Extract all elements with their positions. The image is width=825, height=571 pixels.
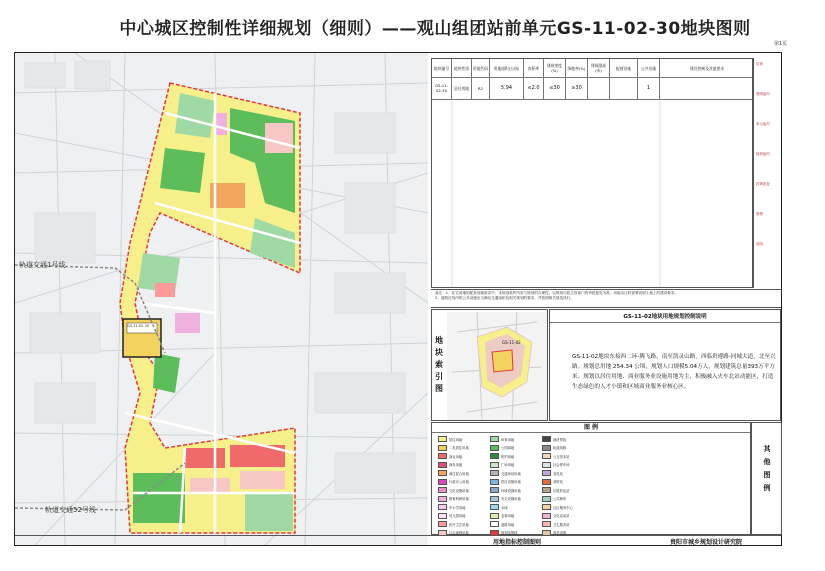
legend-item (490, 445, 544, 451)
legend-item (542, 487, 596, 493)
table-header-cell: 地块性质 (452, 59, 472, 77)
legend-swatch (438, 453, 447, 459)
legend-swatch (438, 521, 447, 527)
location-map-canvas (447, 312, 547, 420)
legend-item (542, 462, 596, 468)
table-header-cell: 地块编号 (432, 59, 452, 77)
legend-label: 轨道线路 (553, 446, 567, 450)
legend-label: 水域 (501, 505, 508, 510)
legend-swatch (490, 479, 499, 485)
legend-label: 公园绿地 (501, 446, 515, 450)
legend-item (490, 513, 544, 519)
legend-label: 地块界线 (553, 437, 567, 442)
legend-swatch (438, 487, 447, 493)
side-label: 控规批复 (756, 182, 770, 186)
other-legend-label: 其他图例 (763, 445, 771, 492)
legend-swatch (542, 479, 551, 485)
legend-label: 垃圾转运站 (553, 488, 570, 493)
table-cell: GS-11-02-30 (432, 77, 452, 99)
table-header-cell: 公共设施 (638, 59, 660, 77)
legend-swatch (438, 436, 447, 442)
legend-item (438, 470, 492, 476)
table-cell: 居住用地 (452, 77, 472, 99)
table-cell: 5.94 (490, 77, 524, 99)
legend-label: 商业用地 (449, 454, 463, 459)
legend-swatch (438, 513, 447, 519)
legend-item (490, 436, 544, 442)
legend-item (438, 453, 492, 459)
legend-swatch (438, 496, 447, 502)
legend-item (490, 496, 544, 502)
corner-mark: 第1页 (774, 41, 788, 47)
legend-label: 消防站 (553, 480, 563, 484)
table-cell: ≥30 (566, 77, 588, 99)
legend-item (542, 445, 596, 451)
legend-label: 交通场站用地 (501, 471, 521, 476)
page-title: 中心城区控制性详细规划（细则）——观山组团站前单元GS-11-02-30地块图则 (119, 19, 751, 39)
table-cell: 1 (638, 77, 660, 99)
legend-label: 文化设施用地 (449, 488, 469, 493)
legend-item (438, 479, 492, 485)
legend-item (438, 445, 492, 451)
description-text: GS-11-02地块东接西二环-腾飞路，南至凯灵山路，西临贵遵路-同城大道，北至兴路。规划总用地 254.34 公顷，规划人口规模5.04万人，规划建筑总量393万平方米。规划以居住用地、商业服务业设施用地为主，积极融入火车北站动能区，打造生态绿色的人才小镇和区域商业服务业核心区。 (572, 354, 776, 390)
legend-label: 社区服务中心 (553, 505, 573, 510)
legend-swatch (542, 453, 551, 459)
legend-label: 卫生服务站 (553, 522, 570, 527)
legend-label: 中小学用地 (449, 505, 466, 510)
other-legend (751, 422, 782, 535)
legend-label: 教育科研用地 (449, 497, 469, 501)
table-header-row (432, 59, 752, 78)
table-cell (610, 77, 638, 99)
footer-right: 贵阳市城乡规划设计研究院 (670, 539, 743, 546)
table-header-cell: 建筑密度(%) (544, 59, 566, 77)
legend-label: 环境设施用地 (501, 488, 521, 493)
table-cell: R2 (472, 77, 490, 99)
legend-swatch (542, 496, 551, 502)
location-map-label: 地块索引图 (435, 336, 443, 393)
table-header-cell: 绿地率(%) (566, 59, 588, 77)
legend-label: 文化活动站 (553, 514, 570, 518)
legend-item (438, 487, 492, 493)
legend-item (490, 462, 544, 468)
footer (15, 535, 781, 546)
legend-label: 广场用地 (501, 463, 515, 467)
legend-swatch (542, 462, 551, 468)
description-block (549, 309, 781, 421)
table-header-cell: 用地代码 (472, 59, 490, 77)
table-cell: ≤30 (544, 77, 566, 99)
legend-swatch (542, 436, 551, 442)
legend-item (542, 436, 596, 442)
legend-label: 公共厕所 (553, 497, 567, 501)
table-header-cell: 建筑限高(米) (588, 59, 610, 77)
side-label: 图则编号 (756, 92, 770, 96)
table-cell (588, 77, 610, 99)
legend-swatch (542, 470, 551, 476)
legend-swatch (542, 513, 551, 519)
legend-label: 二类居住用地 (449, 446, 469, 450)
legend-swatch (490, 496, 499, 502)
table-header-cell: 容积率 (524, 59, 544, 77)
side-column (753, 58, 782, 288)
legend-item (438, 521, 492, 527)
legend-swatch (490, 445, 499, 451)
table-cell: ≤2.0 (524, 77, 544, 99)
location-index-map (431, 309, 548, 421)
legend-swatch (490, 436, 499, 442)
legend-swatch (490, 462, 499, 468)
table-blank-area (432, 99, 752, 287)
control-index-table (431, 58, 753, 288)
legend-label: 医疗卫生用地 (449, 522, 469, 527)
legend-item (490, 470, 544, 476)
legend-item (542, 513, 596, 519)
side-label: 页码 (756, 62, 763, 66)
legend-item (490, 453, 544, 459)
legend-item (490, 487, 544, 493)
legend-label: 行政办公用地 (449, 480, 469, 484)
legend-swatch (542, 487, 551, 493)
rail-line-1-label: 轨道交通1号线 (19, 261, 66, 269)
legend-swatch (542, 521, 551, 527)
legend-label: 安全设施用地 (501, 497, 521, 501)
legend-swatch (490, 521, 499, 527)
legend-swatch (438, 462, 447, 468)
legend-swatch (542, 504, 551, 510)
land-use-map[interactable] (15, 53, 428, 545)
legend-item (542, 470, 596, 476)
legend-swatch (490, 504, 499, 510)
table-cell (660, 77, 754, 99)
legend-swatch (490, 453, 499, 459)
legend-swatch (438, 470, 447, 476)
legend-label: 农林用地 (501, 514, 515, 518)
legend-item (438, 496, 492, 502)
legend (431, 422, 751, 535)
legend-item (438, 462, 492, 468)
legend-swatch (438, 445, 447, 451)
legend-label: 变电站 (553, 471, 563, 476)
description-title: GS-11-02地块用地规划控制说明 (550, 312, 780, 323)
legend-swatch (490, 487, 499, 493)
table-header-cell: 建设控制及其他要求 (689, 65, 725, 71)
side-label: 说明 (756, 242, 763, 246)
legend-swatch (438, 479, 447, 485)
legend-item (542, 521, 596, 527)
legend-label: 幼儿园用地 (449, 514, 466, 518)
table-row[interactable] (432, 77, 752, 100)
map-canvas (15, 53, 428, 545)
rail-line-52-label: 轨道交通52号线 (45, 506, 96, 514)
legend-label: 公交首末站 (553, 454, 570, 459)
legend-label: 商住混合用地 (449, 471, 469, 476)
legend-item (542, 479, 596, 485)
legend-item (542, 496, 596, 502)
legend-label: 居住用地 (449, 437, 463, 442)
legend-item (542, 504, 596, 510)
legend-swatch (438, 504, 447, 510)
legend-label: 防护绿地 (501, 454, 515, 459)
legend-swatch (490, 470, 499, 476)
legend-item (542, 453, 596, 459)
side-label: 地块编号 (756, 152, 770, 156)
legend-label: 供应设施用地 (501, 480, 521, 484)
legend-label: 规划范围线 (501, 531, 518, 535)
legend-label: 养老设施 (553, 531, 567, 535)
plot-tag: GS-11-02-30 (127, 324, 150, 328)
legend-label: 社会停车场 (553, 463, 570, 467)
legend-label: 道路用地 (501, 522, 515, 527)
legend-label: 体育用地 (501, 437, 515, 442)
legend-item (438, 504, 492, 510)
legend-title: 图 例 (432, 423, 750, 433)
legend-swatch (490, 513, 499, 519)
legend-label: 商务用地 (449, 463, 463, 467)
legend-swatch (542, 445, 551, 451)
side-label: 图例 (756, 212, 763, 216)
legend-item (490, 479, 544, 485)
legend-item (438, 436, 492, 442)
legend-item (438, 513, 492, 519)
legend-item (490, 504, 544, 510)
table-header-cell: 用地面积(公顷) (490, 59, 524, 77)
legend-label: 社会福利用地 (449, 531, 469, 535)
legend-item (490, 521, 544, 527)
location-plot-tag: GS-11-02 (502, 340, 521, 345)
footer-left: 用地指标控制图则 (493, 539, 542, 546)
notes-block (431, 289, 781, 308)
table-header-cell: 配建设施 (610, 59, 638, 77)
note-line: 备注：1、住宅用地的配套设施需求中，本规划条件内容与规划的合理性，以规划行政主管部门的审批意见为准，用地出让时需要说明土地上的建设要求。 (435, 291, 679, 295)
note-line: 2、道路红线内的公共设施应当满足交通组织及相关规划的要求，并按照相关规范执行。 (435, 296, 574, 300)
side-label: 单元编号 (756, 122, 770, 126)
